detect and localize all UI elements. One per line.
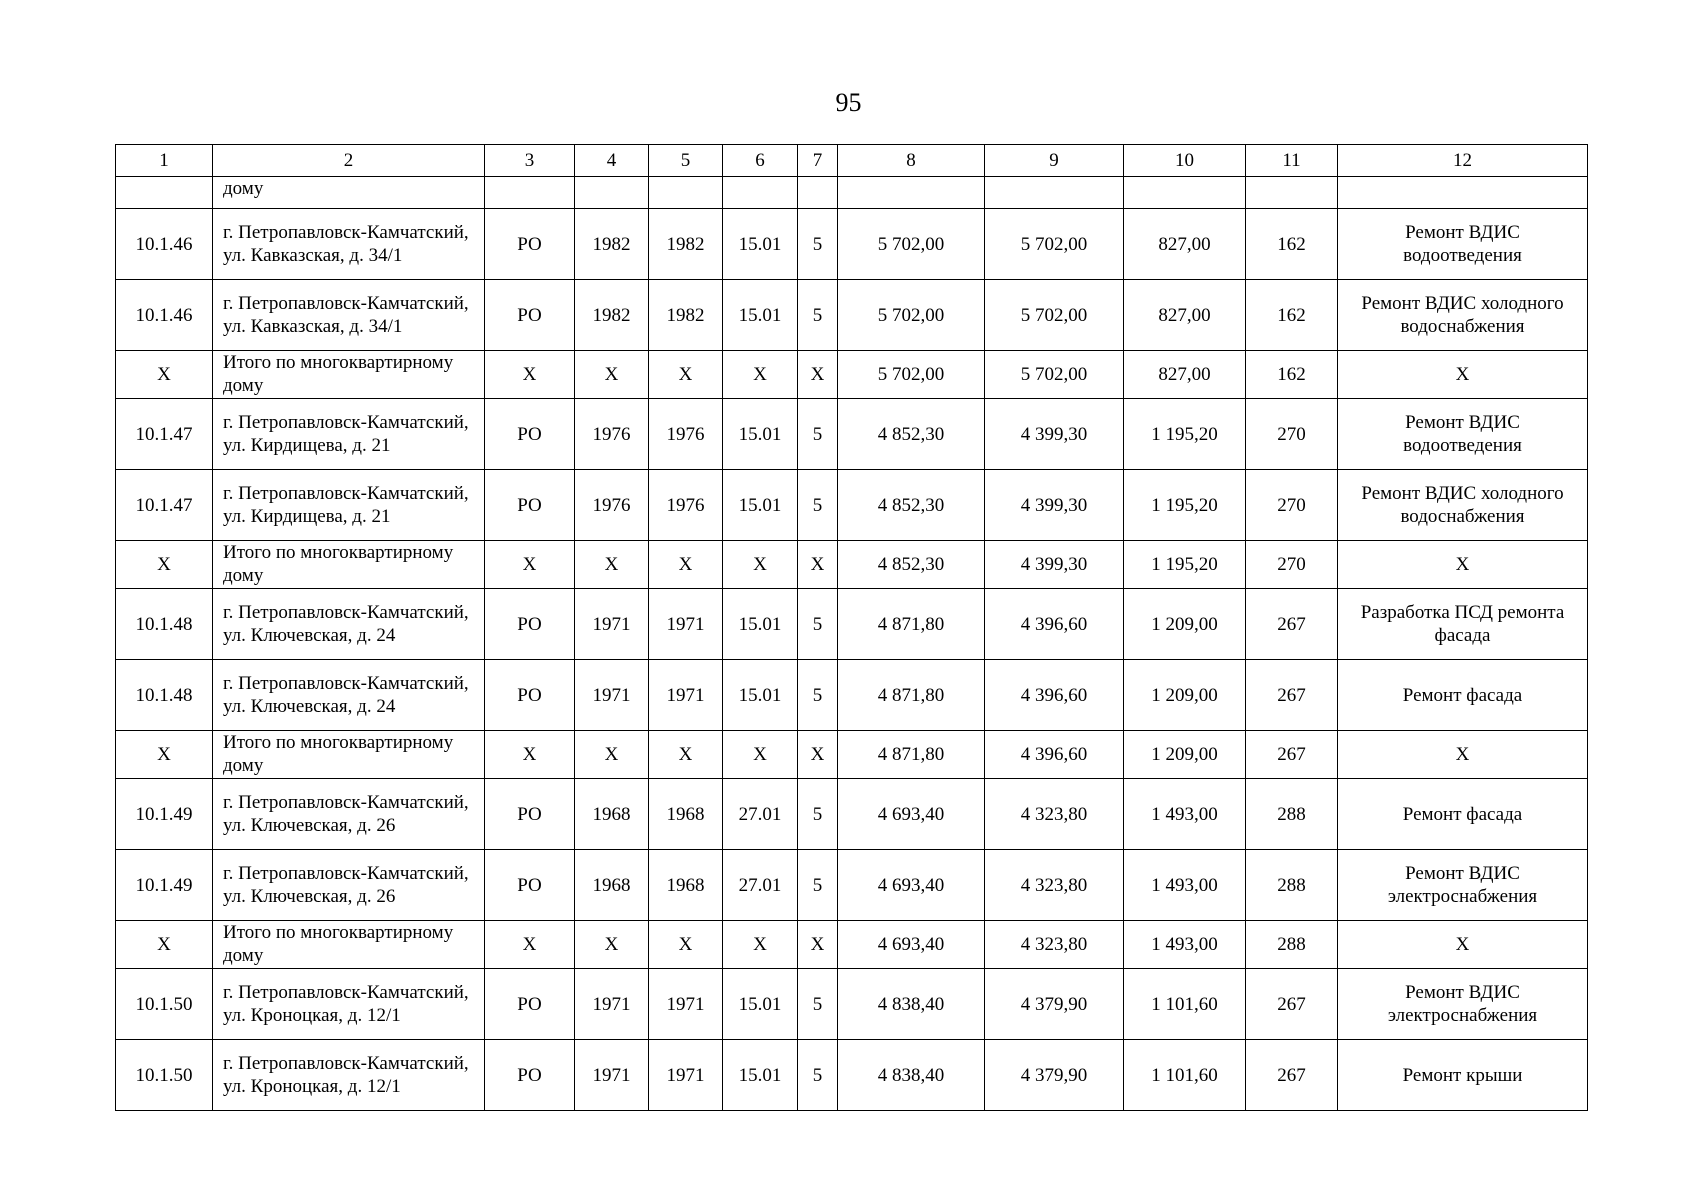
cell-row-number: Х — [116, 921, 213, 969]
page-number: 95 — [835, 88, 862, 117]
cell-address: г. Петропавловск-Камчатский, ул. Кавказская, д. 34/1 — [213, 280, 485, 351]
cell-year-built: 1968 — [575, 850, 649, 921]
cell-cell-6 — [723, 177, 798, 209]
header-row — [116, 145, 1588, 177]
cell-non-residential-area: 1 493,00 — [1124, 921, 1246, 969]
table-row — [116, 1040, 1588, 1111]
cell-year-built — [575, 177, 649, 209]
cell-year-built: Х — [575, 541, 649, 589]
cell-year-commissioned: 1982 — [649, 280, 723, 351]
cell-non-residential-area: 1 209,00 — [1124, 589, 1246, 660]
cell-residents: 288 — [1246, 921, 1338, 969]
cell-address: Итого по многоквартирному дому — [213, 921, 485, 969]
cell-non-residential-area: 827,00 — [1124, 351, 1246, 399]
cell-work-type: Ремонт ВДИС электроснабжения — [1338, 969, 1588, 1040]
cell-total-area: 4 838,40 — [838, 969, 985, 1040]
cell-year-commissioned — [649, 177, 723, 209]
cell-work-type: Х — [1338, 541, 1588, 589]
cell-residential-area: 5 702,00 — [985, 280, 1124, 351]
cell-address: г. Петропавловск-Камчатский, ул. Ключевская, д. 24 — [213, 660, 485, 731]
cell-total-area: 5 702,00 — [838, 209, 985, 280]
cell-non-residential-area: 1 493,00 — [1124, 779, 1246, 850]
cell-row-number: 10.1.48 — [116, 660, 213, 731]
cell-address: дому — [213, 177, 485, 209]
cell-non-residential-area: 827,00 — [1124, 209, 1246, 280]
cell-work-type: Ремонт ВДИС водоотведения — [1338, 399, 1588, 470]
cell-row-number: 10.1.48 — [116, 589, 213, 660]
cell-total-area — [838, 177, 985, 209]
cell-non-residential-area: 1 209,00 — [1124, 660, 1246, 731]
cell-total-area: 4 693,40 — [838, 921, 985, 969]
cell-floors: 5 — [798, 850, 838, 921]
table-row — [116, 470, 1588, 541]
cell-non-residential-area: 1 101,60 — [1124, 1040, 1246, 1111]
cell-residents: 288 — [1246, 779, 1338, 850]
table-row — [116, 589, 1588, 660]
cell-non-residential-area: 1 195,20 — [1124, 541, 1246, 589]
cell-year-commissioned: 1971 — [649, 660, 723, 731]
cell-cell-6: 15.01 — [723, 470, 798, 541]
cell-owner-type: Х — [485, 731, 575, 779]
cell-address: г. Петропавловск-Камчатский, ул. Кроноцкая, д. 12/1 — [213, 969, 485, 1040]
cell-row-number: 10.1.47 — [116, 399, 213, 470]
cell-year-commissioned: Х — [649, 921, 723, 969]
cell-floors: Х — [798, 921, 838, 969]
cell-cell-6: 15.01 — [723, 969, 798, 1040]
cell-total-area: 4 852,30 — [838, 399, 985, 470]
cell-address: г. Петропавловск-Камчатский, ул. Ключевская, д. 24 — [213, 589, 485, 660]
cell-floors: 5 — [798, 660, 838, 731]
cell-year-commissioned: 1971 — [649, 1040, 723, 1111]
cell-work-type: Ремонт фасада — [1338, 660, 1588, 731]
cell-owner-type: РО — [485, 589, 575, 660]
cell-year-built: 1971 — [575, 660, 649, 731]
cell-year-built: Х — [575, 351, 649, 399]
cell-residential-area: 4 379,90 — [985, 969, 1124, 1040]
cell-residential-area — [985, 177, 1124, 209]
table-row — [116, 969, 1588, 1040]
column-header: 12 — [1338, 145, 1588, 177]
cell-cell-6: 15.01 — [723, 280, 798, 351]
cell-total-area: 5 702,00 — [838, 351, 985, 399]
cell-cell-6: Х — [723, 351, 798, 399]
cell-address: г. Петропавловск-Камчатский, ул. Кроноцкая, д. 12/1 — [213, 1040, 485, 1111]
cell-owner-type: РО — [485, 969, 575, 1040]
column-header: 2 — [213, 145, 485, 177]
cell-residents: 162 — [1246, 209, 1338, 280]
cell-year-commissioned: 1971 — [649, 969, 723, 1040]
cell-residents: 267 — [1246, 589, 1338, 660]
cell-residents: 270 — [1246, 541, 1338, 589]
cell-cell-6: 27.01 — [723, 850, 798, 921]
total-row — [116, 731, 1588, 779]
cell-floors: 5 — [798, 280, 838, 351]
cell-non-residential-area: 1 101,60 — [1124, 969, 1246, 1040]
cell-cell-6: 27.01 — [723, 779, 798, 850]
cell-floors — [798, 177, 838, 209]
cell-row-number: 10.1.50 — [116, 969, 213, 1040]
cell-residential-area: 5 702,00 — [985, 351, 1124, 399]
cell-non-residential-area: 1 195,20 — [1124, 399, 1246, 470]
cell-year-built: 1982 — [575, 209, 649, 280]
cell-year-built: 1971 — [575, 969, 649, 1040]
cell-row-number: Х — [116, 541, 213, 589]
cell-floors: 5 — [798, 1040, 838, 1111]
cell-owner-type: Х — [485, 921, 575, 969]
cell-row-number: 10.1.49 — [116, 850, 213, 921]
cell-total-area: 4 871,80 — [838, 731, 985, 779]
cell-total-area: 4 852,30 — [838, 541, 985, 589]
column-header: 11 — [1246, 145, 1338, 177]
cell-cell-6: 15.01 — [723, 660, 798, 731]
cell-work-type: Ремонт ВДИС холодного водоснабжения — [1338, 280, 1588, 351]
cell-owner-type: РО — [485, 779, 575, 850]
cell-cell-6: Х — [723, 731, 798, 779]
cell-non-residential-area: 1 209,00 — [1124, 731, 1246, 779]
cell-work-type: Ремонт фасада — [1338, 779, 1588, 850]
cell-address: г. Петропавловск-Камчатский, ул. Ключевская, д. 26 — [213, 779, 485, 850]
cell-residents: 267 — [1246, 731, 1338, 779]
cell-year-built: 1976 — [575, 399, 649, 470]
cell-residents: 162 — [1246, 351, 1338, 399]
column-header: 9 — [985, 145, 1124, 177]
cell-year-commissioned: Х — [649, 731, 723, 779]
cell-row-number: 10.1.47 — [116, 470, 213, 541]
cell-owner-type: Х — [485, 351, 575, 399]
cell-address: Итого по многоквартирному дому — [213, 351, 485, 399]
column-header: 4 — [575, 145, 649, 177]
cell-work-type: Х — [1338, 731, 1588, 779]
cell-owner-type: РО — [485, 660, 575, 731]
cell-year-commissioned: Х — [649, 351, 723, 399]
cell-total-area: 4 838,40 — [838, 1040, 985, 1111]
total-row — [116, 921, 1588, 969]
cell-row-number: 10.1.49 — [116, 779, 213, 850]
cell-residential-area: 4 399,30 — [985, 470, 1124, 541]
cell-year-commissioned: 1968 — [649, 850, 723, 921]
cell-residential-area: 4 396,60 — [985, 660, 1124, 731]
table-row — [116, 177, 1588, 209]
cell-residents: 162 — [1246, 280, 1338, 351]
cell-residents: 288 — [1246, 850, 1338, 921]
cell-row-number — [116, 177, 213, 209]
cell-address: Итого по многоквартирному дому — [213, 731, 485, 779]
column-header: 3 — [485, 145, 575, 177]
cell-address: г. Петропавловск-Камчатский, ул. Кирдищева, д. 21 — [213, 399, 485, 470]
cell-residential-area: 4 399,30 — [985, 399, 1124, 470]
cell-year-built: 1976 — [575, 470, 649, 541]
cell-owner-type — [485, 177, 575, 209]
cell-year-built: Х — [575, 731, 649, 779]
cell-owner-type: РО — [485, 280, 575, 351]
cell-residents: 270 — [1246, 470, 1338, 541]
cell-total-area: 4 871,80 — [838, 660, 985, 731]
cell-residential-area: 4 323,80 — [985, 779, 1124, 850]
cell-row-number: 10.1.46 — [116, 209, 213, 280]
cell-owner-type: РО — [485, 470, 575, 541]
cell-row-number: Х — [116, 731, 213, 779]
cell-work-type: Ремонт ВДИС электроснабжения — [1338, 850, 1588, 921]
cell-row-number: 10.1.50 — [116, 1040, 213, 1111]
cell-residential-area: 4 379,90 — [985, 1040, 1124, 1111]
cell-cell-6: 15.01 — [723, 399, 798, 470]
cell-floors: 5 — [798, 779, 838, 850]
cell-non-residential-area: 827,00 — [1124, 280, 1246, 351]
cell-owner-type: РО — [485, 1040, 575, 1111]
cell-work-type — [1338, 177, 1588, 209]
cell-non-residential-area: 1 493,00 — [1124, 850, 1246, 921]
cell-work-type: Х — [1338, 921, 1588, 969]
cell-year-commissioned: 1976 — [649, 399, 723, 470]
cell-year-commissioned: 1982 — [649, 209, 723, 280]
cell-row-number: Х — [116, 351, 213, 399]
cell-owner-type: РО — [485, 209, 575, 280]
cell-residential-area: 4 399,30 — [985, 541, 1124, 589]
cell-year-commissioned: 1971 — [649, 589, 723, 660]
table-row — [116, 209, 1588, 280]
cell-total-area: 4 871,80 — [838, 589, 985, 660]
cell-cell-6: Х — [723, 541, 798, 589]
cell-year-built: 1971 — [575, 589, 649, 660]
cell-residents: 267 — [1246, 660, 1338, 731]
cell-floors: 5 — [798, 470, 838, 541]
cell-address: г. Петропавловск-Камчатский, ул. Кавказская, д. 34/1 — [213, 209, 485, 280]
cell-residents — [1246, 177, 1338, 209]
column-header: 6 — [723, 145, 798, 177]
cell-residents: 267 — [1246, 969, 1338, 1040]
cell-floors: Х — [798, 731, 838, 779]
cell-work-type: Ремонт ВДИС холодного водоснабжения — [1338, 470, 1588, 541]
cell-address: г. Петропавловск-Камчатский, ул. Ключевская, д. 26 — [213, 850, 485, 921]
cell-cell-6: 15.01 — [723, 209, 798, 280]
table-row — [116, 779, 1588, 850]
cell-year-built: 1968 — [575, 779, 649, 850]
cell-floors: Х — [798, 351, 838, 399]
cell-year-commissioned: 1976 — [649, 470, 723, 541]
cell-residential-area: 5 702,00 — [985, 209, 1124, 280]
cell-total-area: 4 693,40 — [838, 850, 985, 921]
total-row — [116, 541, 1588, 589]
cell-cell-6: Х — [723, 921, 798, 969]
cell-year-commissioned: 1968 — [649, 779, 723, 850]
total-row — [116, 351, 1588, 399]
cell-floors: 5 — [798, 589, 838, 660]
cell-residential-area: 4 323,80 — [985, 921, 1124, 969]
column-header: 5 — [649, 145, 723, 177]
column-header: 1 — [116, 145, 213, 177]
column-header: 7 — [798, 145, 838, 177]
cell-year-commissioned: Х — [649, 541, 723, 589]
cell-residential-area: 4 396,60 — [985, 589, 1124, 660]
cell-floors: 5 — [798, 399, 838, 470]
column-header: 8 — [838, 145, 985, 177]
cell-residents: 267 — [1246, 1040, 1338, 1111]
capital-repair-table — [115, 144, 1588, 1111]
cell-cell-6: 15.01 — [723, 589, 798, 660]
cell-work-type: Х — [1338, 351, 1588, 399]
column-header: 10 — [1124, 145, 1246, 177]
cell-address: г. Петропавловск-Камчатский, ул. Кирдищева, д. 21 — [213, 470, 485, 541]
cell-total-area: 5 702,00 — [838, 280, 985, 351]
cell-non-residential-area — [1124, 177, 1246, 209]
cell-work-type: Ремонт крыши — [1338, 1040, 1588, 1111]
cell-owner-type: РО — [485, 850, 575, 921]
cell-work-type: Ремонт ВДИС водоотведения — [1338, 209, 1588, 280]
cell-floors: Х — [798, 541, 838, 589]
cell-total-area: 4 693,40 — [838, 779, 985, 850]
table-row — [116, 850, 1588, 921]
cell-work-type: Разработка ПСД ремонта фасада — [1338, 589, 1588, 660]
table-row — [116, 280, 1588, 351]
cell-residents: 270 — [1246, 399, 1338, 470]
cell-residential-area: 4 323,80 — [985, 850, 1124, 921]
cell-year-built: 1982 — [575, 280, 649, 351]
cell-floors: 5 — [798, 969, 838, 1040]
cell-address: Итого по многоквартирному дому — [213, 541, 485, 589]
cell-non-residential-area: 1 195,20 — [1124, 470, 1246, 541]
cell-total-area: 4 852,30 — [838, 470, 985, 541]
cell-owner-type: Х — [485, 541, 575, 589]
cell-floors: 5 — [798, 209, 838, 280]
cell-row-number: 10.1.46 — [116, 280, 213, 351]
cell-year-built: Х — [575, 921, 649, 969]
cell-cell-6: 15.01 — [723, 1040, 798, 1111]
cell-residential-area: 4 396,60 — [985, 731, 1124, 779]
cell-year-built: 1971 — [575, 1040, 649, 1111]
table-row — [116, 660, 1588, 731]
table-row — [116, 399, 1588, 470]
cell-owner-type: РО — [485, 399, 575, 470]
